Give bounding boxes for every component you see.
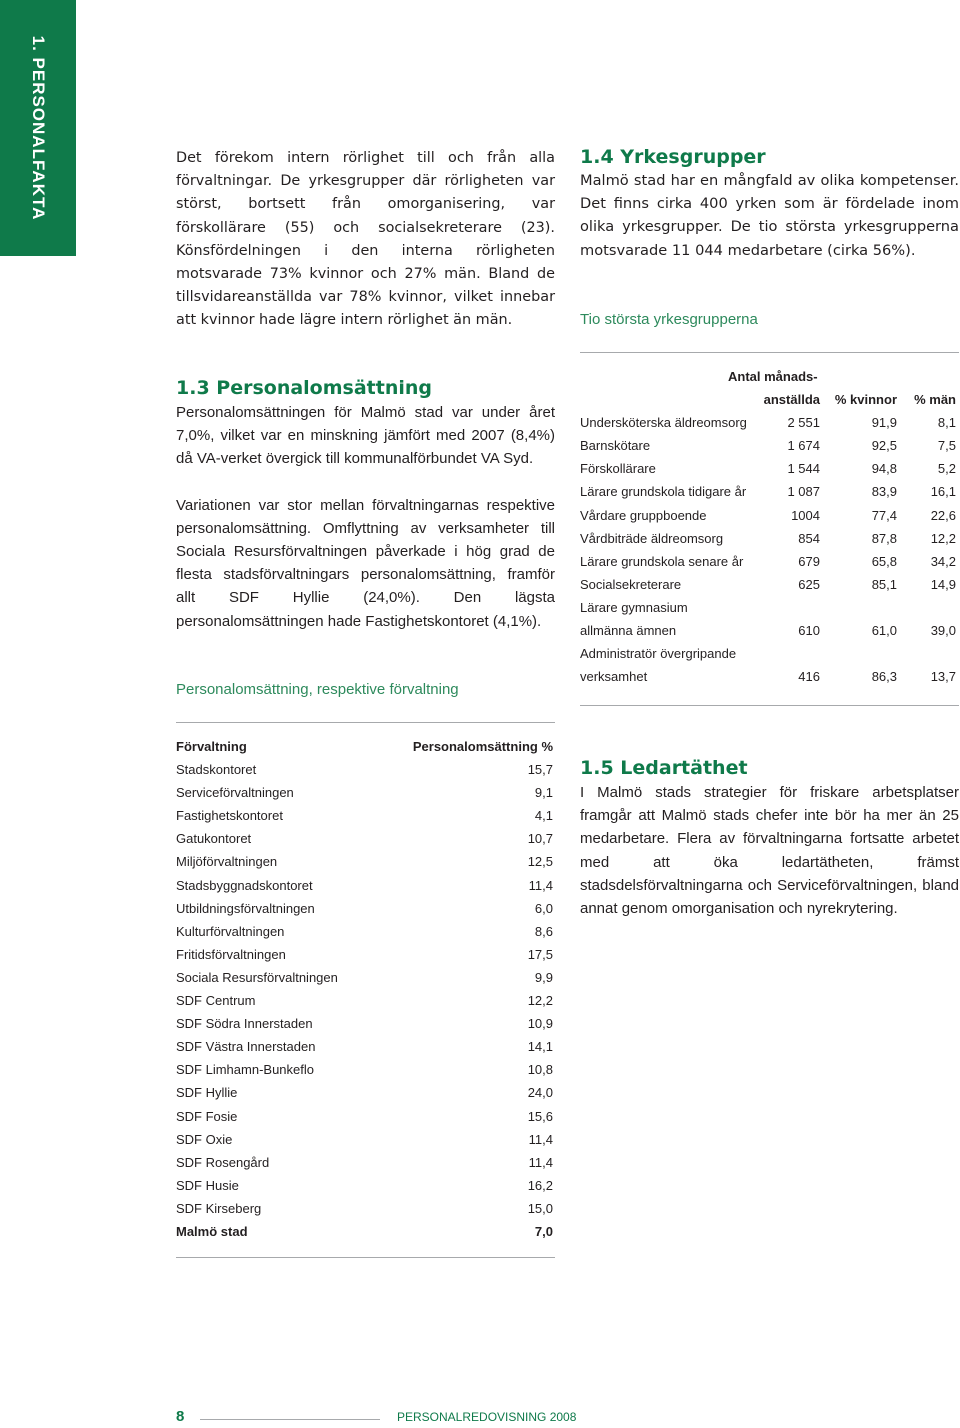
groups-table-bottom-rule	[580, 705, 959, 706]
turnover-value: 12,2	[527, 993, 553, 1009]
group-women-pct: 65,8	[871, 553, 897, 569]
forvaltning-name: Stadskontoret	[176, 762, 257, 778]
forvaltning-name: Fastighetskontoret	[176, 808, 283, 824]
turnover-table-top-rule	[176, 722, 555, 723]
turnover-value: 15,0	[527, 1200, 553, 1216]
group-men-pct: 13,7	[930, 669, 956, 685]
section-1-5-heading: 1.5 Ledartäthet	[580, 757, 748, 779]
table-row	[580, 596, 956, 619]
group-count: 854	[798, 530, 820, 546]
group-count	[762, 596, 820, 619]
section-1-4	[580, 145, 959, 262]
turnover-value: 8,6	[534, 923, 553, 939]
section-1-4-paragraph: Malmö stad har en mångfald av olika kompetenser. Det finns cirka 400 yrken som är fördelade inom olika yrkesgrupper. De tio största yrkesgrupperna motsvarade 11 044 medarbetare (cirka 56%).	[580, 172, 959, 259]
table-row	[580, 665, 956, 688]
turnover-value: 10,8	[527, 1062, 553, 1078]
group-count: 625	[798, 576, 820, 592]
group-men-pct: 12,2	[930, 530, 956, 546]
table-row	[580, 480, 956, 503]
group-women-pct: 94,8	[871, 461, 897, 477]
intro-block	[176, 147, 555, 333]
group-men-pct: 16,1	[930, 484, 956, 500]
table-row	[176, 1035, 553, 1058]
turnover-table	[176, 735, 553, 1243]
table-row	[176, 1174, 553, 1197]
total-name: Malmö stad	[176, 1223, 248, 1239]
table-row	[176, 966, 553, 989]
group-name: verksamhet	[580, 669, 648, 685]
forvaltning-name: SDF Kirseberg	[176, 1200, 262, 1216]
forvaltning-name: Stadsbyggnadskontoret	[176, 877, 313, 893]
table-row	[176, 804, 553, 827]
turnover-value: 4,1	[534, 808, 553, 824]
turnover-value: 9,9	[534, 969, 553, 985]
table-row	[176, 1197, 553, 1220]
table-row	[580, 619, 956, 642]
group-count	[762, 642, 820, 665]
turnover-value: 14,1	[527, 1039, 553, 1055]
total-value: 7,0	[534, 1223, 553, 1239]
turnover-value: 6,0	[534, 900, 553, 916]
table-row	[176, 781, 553, 804]
table-row	[176, 827, 553, 850]
forvaltning-name: SDF Oxie	[176, 1131, 233, 1147]
section-1-3-heading: 1.3 Personalomsättning	[176, 377, 432, 399]
group-women-pct: 91,9	[871, 415, 897, 431]
group-women-pct: 92,5	[871, 438, 897, 454]
group-name: Barnskötare	[580, 438, 651, 454]
forvaltning-name: SDF Södra Innerstaden	[176, 1016, 313, 1032]
group-name: Vårdare gruppboende	[580, 507, 707, 523]
turnover-value: 9,1	[534, 785, 553, 801]
groups-table-caption: Tio största yrkesgrupperna	[580, 311, 758, 328]
table-row	[580, 550, 956, 573]
table-row	[176, 989, 553, 1012]
table-row	[176, 874, 553, 897]
section-1-3	[176, 376, 555, 633]
group-men-pct: 8,1	[937, 415, 956, 431]
group-name: Lärare grundskola tidigare år	[580, 484, 747, 500]
turnover-value: 11,4	[528, 1131, 553, 1147]
turnover-value: 15,7	[527, 762, 553, 778]
group-count: 416	[798, 669, 820, 685]
group-name: Undersköterska äldreomsorg	[580, 415, 747, 431]
table-row	[580, 573, 956, 596]
col-header-man: % män	[914, 392, 956, 408]
table-row	[176, 850, 553, 873]
chapter-tab	[0, 0, 76, 256]
section-1-4-heading: 1.4 Yrkesgrupper	[580, 146, 766, 168]
turnover-value: 11,4	[528, 877, 553, 893]
section-1-5	[580, 756, 959, 920]
table-row	[176, 1105, 553, 1128]
table-row	[176, 920, 553, 943]
table-row	[580, 642, 956, 665]
group-count: 1 087	[787, 484, 820, 500]
group-men-pct	[897, 642, 956, 665]
col-header-personalomsattning: Personalomsättning %	[412, 739, 553, 754]
group-women-pct	[820, 596, 897, 619]
col-header-antal-line1: Antal månads-	[728, 369, 818, 384]
group-men-pct: 14,9	[930, 576, 956, 592]
group-count: 679	[798, 553, 820, 569]
group-count: 610	[798, 623, 820, 639]
forvaltning-name: SDF Limhamn-Bunkeflo	[176, 1062, 314, 1078]
group-men-pct: 34,2	[930, 553, 956, 569]
col-header-forvaltning: Förvaltning	[176, 739, 247, 754]
turnover-table-bottom-rule	[176, 1257, 555, 1258]
forvaltning-name: SDF Fosie	[176, 1108, 238, 1124]
forvaltning-name: SDF Hyllie	[176, 1085, 238, 1101]
group-women-pct: 85,1	[871, 576, 897, 592]
group-name: Vårdbiträde äldreomsorg	[580, 530, 724, 546]
section-1-5-paragraph: I Malmö stads strategier för friskare arbetsplatser framgår att Malmö stads chefer inte bör ha mer än 25 medarbetare. Flera av förvaltningarna fortsatte arbetet med att öka ledartätheten, främst stadsdelsförvaltningarna och Serviceförvaltningen, bland annat genom omorganisation och nyrekrytering.	[580, 784, 959, 918]
groups-table-top-rule	[580, 352, 959, 353]
col-header-antal-line2: anställda	[763, 392, 820, 408]
groups-table	[580, 365, 956, 688]
table-row	[176, 1081, 553, 1104]
group-women-pct	[820, 642, 897, 665]
group-name: Lärare gymnasium	[580, 599, 688, 615]
chapter-tab-label: 1. PERSONALFAKTA	[29, 35, 48, 221]
group-men-pct	[897, 596, 956, 619]
groups-table-header-row1	[580, 365, 956, 388]
turnover-value: 12,5	[527, 854, 553, 870]
table-row	[580, 411, 956, 434]
table-row	[176, 758, 553, 781]
group-men-pct: 22,6	[930, 507, 956, 523]
forvaltning-name: SDF Rosengård	[176, 1154, 270, 1170]
group-men-pct: 7,5	[937, 438, 956, 454]
turnover-value: 24,0	[527, 1085, 553, 1101]
groups-table-header-row2	[580, 388, 956, 411]
footer-publication: PERSONALREDOVISNING 2008	[397, 1410, 577, 1424]
forvaltning-name: SDF Västra Innerstaden	[176, 1039, 316, 1055]
group-name: Administratör övergripande	[580, 646, 737, 662]
section-1-3-para1: Personalomsättningen för Malmö stad var under året 7,0%, vilket var en minskning jämfört med 2007 (8,4%) då VA-verket övergick till kommunalförbundet VA Syd.	[176, 404, 555, 468]
table-row	[580, 504, 956, 527]
group-count: 1004	[791, 507, 820, 523]
turnover-value: 16,2	[527, 1177, 553, 1193]
turnover-value: 11,4	[528, 1154, 553, 1170]
group-men-pct: 5,2	[937, 461, 956, 477]
forvaltning-name: SDF Centrum	[176, 993, 256, 1009]
turnover-value: 15,6	[527, 1108, 553, 1124]
group-women-pct: 61,0	[871, 623, 897, 639]
turnover-value: 10,7	[527, 831, 553, 847]
forvaltning-name: Fritidsförvaltningen	[176, 946, 286, 962]
forvaltning-name: Sociala Resursförvaltningen	[176, 969, 338, 985]
forvaltning-name: Utbildningsförvaltningen	[176, 900, 315, 916]
table-row	[176, 1012, 553, 1035]
group-count: 1 544	[787, 461, 820, 477]
group-women-pct: 86,3	[871, 669, 897, 685]
group-count: 2 551	[787, 415, 820, 431]
group-count: 1 674	[787, 438, 820, 454]
forvaltning-name: SDF Husie	[176, 1177, 239, 1193]
forvaltning-name: Kulturförvaltningen	[176, 923, 285, 939]
col-header-kvinnor: % kvinnor	[834, 392, 897, 408]
table-row	[580, 457, 956, 480]
table-row	[580, 434, 956, 457]
table-total-row	[176, 1220, 553, 1243]
group-women-pct: 77,4	[871, 507, 897, 523]
forvaltning-name: Gatukontoret	[176, 831, 252, 847]
group-men-pct: 39,0	[930, 623, 956, 639]
turnover-table-caption: Personalomsättning, respektive förvaltning	[176, 681, 459, 698]
table-row	[176, 1128, 553, 1151]
forvaltning-name: Serviceförvaltningen	[176, 785, 294, 801]
table-row	[176, 1151, 553, 1174]
intro-paragraph: Det förekom intern rörlighet till och från alla förvaltningar. De yrkesgrupper där rörligheten var störst, bortsett från omorganisering, var förskollärare (55) och socialsekreterare (23). Könsfördelningen i den interna rörligheten motsvarade 73% kvinnor och 27% män. Bland de tillsvidareanställda var 78% kvinnor, vilket innebar att kvinnor hade lägre intern rörlighet än män.	[176, 150, 555, 329]
group-name: allmänna ämnen	[580, 623, 677, 639]
page-number: 8	[176, 1408, 185, 1425]
section-1-3-para2: Variationen var stor mellan förvaltningarnas respektive personalomsättning. Omflyttning av verksamheter till Sociala Resursförvaltningen påverkade i hög grad de flesta stadsförvaltningars personalomsättning, framför allt SDF Hyllie (24,0%). Den lägsta personalomsättningen hade Fastighetskontoret (4,1%).	[176, 496, 555, 630]
turnover-value: 17,5	[527, 946, 553, 962]
forvaltning-name: Miljöförvaltningen	[176, 854, 278, 870]
footer-rule	[200, 1419, 380, 1420]
group-women-pct: 87,8	[871, 530, 897, 546]
turnover-value: 10,9	[527, 1016, 553, 1032]
turnover-table-header	[176, 735, 553, 758]
group-name: Lärare grundskola senare år	[580, 553, 744, 569]
table-row	[176, 897, 553, 920]
group-women-pct: 83,9	[871, 484, 897, 500]
group-name: Förskollärare	[580, 461, 656, 477]
table-row	[580, 527, 956, 550]
group-name: Socialsekreterare	[580, 576, 682, 592]
table-row	[176, 1058, 553, 1081]
table-row	[176, 943, 553, 966]
